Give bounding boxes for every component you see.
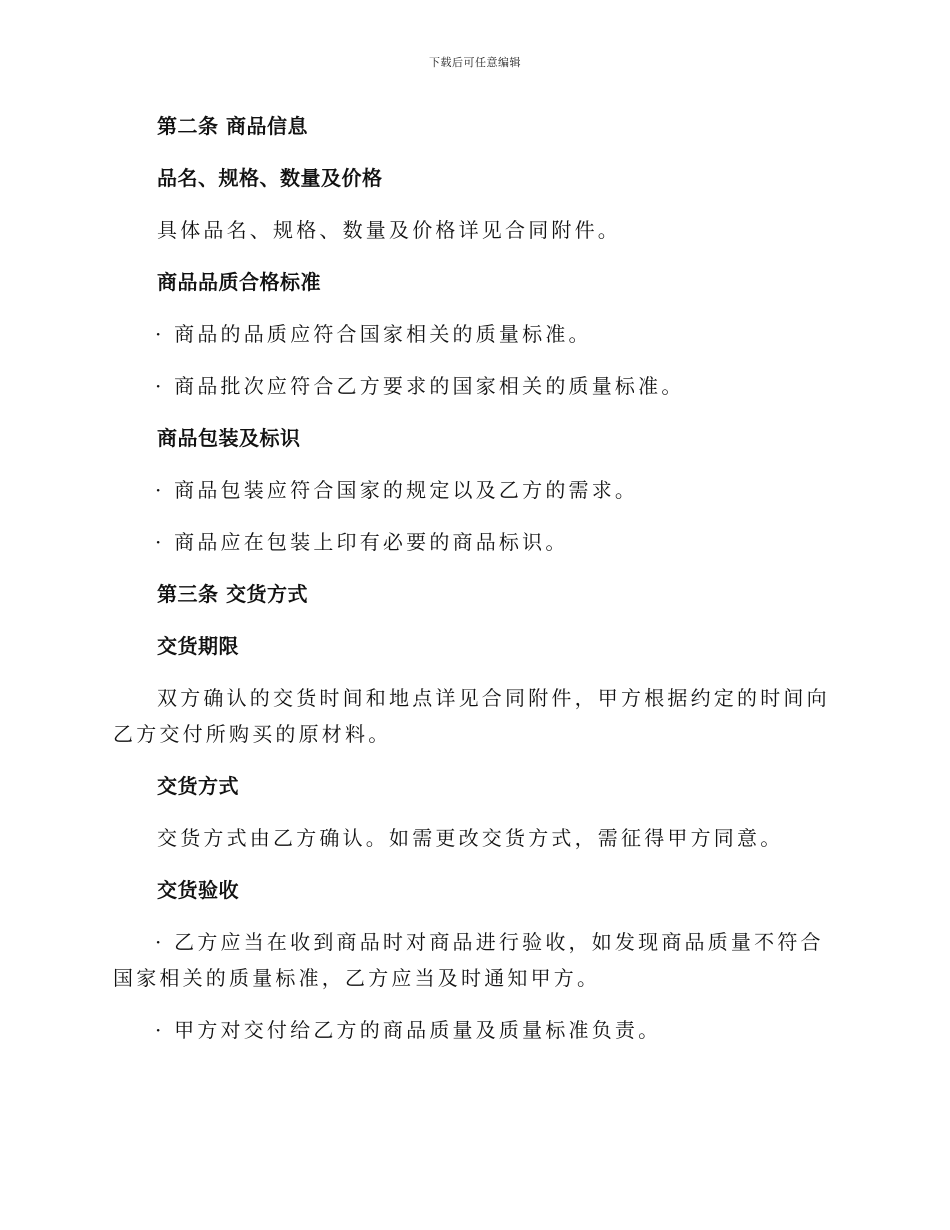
page-header-note: 下载后可任意编辑 <box>429 56 521 69</box>
paragraph-delivery-method: 交货方式由乙方确认。如需更改交货方式，需征得甲方同意。 <box>157 826 784 850</box>
bullet-batch-quality: · 商品批次应符合乙方要求的国家相关的质量标准。 <box>155 374 685 398</box>
subheading-quality-standard: 商品品质合格标准 <box>157 270 321 294</box>
bullet-quality-national: · 商品的品质应符合国家相关的质量标准。 <box>155 322 592 346</box>
bullet-party-a-responsibility: · 甲方对交付给乙方的商品质量及质量标准负责。 <box>155 1018 662 1042</box>
bullet-packaging-rules: · 商品包装应符合国家的规定以及乙方的需求。 <box>155 478 639 502</box>
subheading-delivery-deadline: 交货期限 <box>157 634 239 658</box>
section-heading-article-3: 第三条 交货方式 <box>157 582 308 606</box>
subheading-delivery-method: 交货方式 <box>157 774 239 798</box>
bullet-acceptance-inspection: · 乙方应当在收到商品时对商品进行验收，如发现商品质量不符合国家相关的质量标准，乙方应当及时通知甲方。 <box>113 930 824 990</box>
subheading-delivery-acceptance: 交货验收 <box>157 878 239 902</box>
paragraph-details-attachment: 具体品名、规格、数量及价格详见合同附件。 <box>157 218 621 242</box>
subheading-name-spec-qty-price: 品名、规格、数量及价格 <box>157 166 383 190</box>
document-body <box>113 108 833 1064</box>
bullet-packaging-marking: · 商品应在包装上印有必要的商品标识。 <box>155 530 569 554</box>
subheading-packaging-marking: 商品包装及标识 <box>157 426 301 450</box>
section-heading-article-2: 第二条 商品信息 <box>157 114 308 138</box>
paragraph-delivery-time-place: 双方确认的交货时间和地点详见合同附件，甲方根据约定的时间向乙方交付所购买的原材料。 <box>113 686 830 746</box>
